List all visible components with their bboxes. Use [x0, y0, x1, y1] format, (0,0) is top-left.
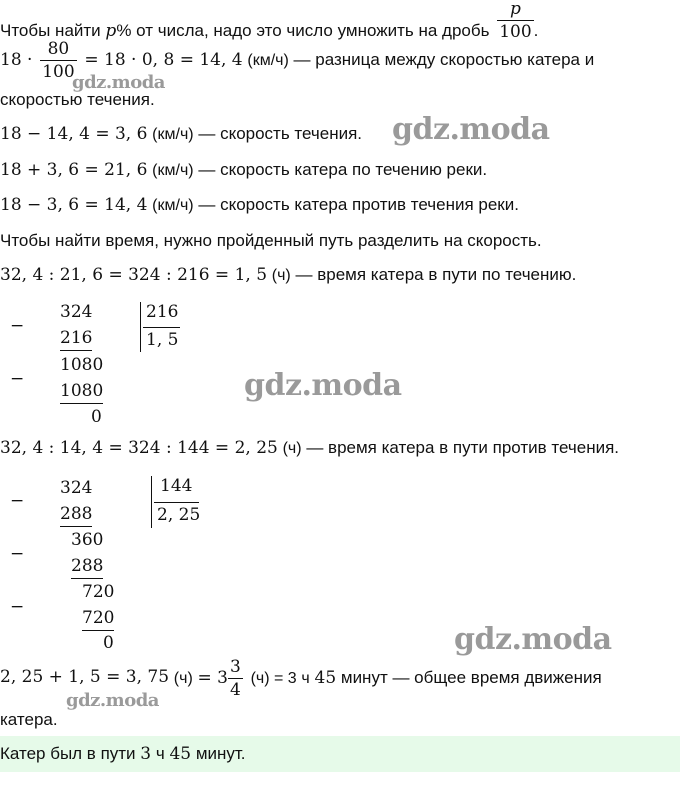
watermark-logo: gdz.moda [66, 690, 159, 711]
fraction-80-100: $\frac{80}{100}$ [42, 39, 75, 82]
fraction-p-100: $\frac{p}{100}$ [499, 0, 532, 42]
total-time-line-cont: катера. [0, 710, 58, 729]
current-speed-line: 18 − 14, 4 = 3, 6 (км/ч) — скорость течения. [0, 124, 363, 144]
watermark-logo: gdz.moda [72, 72, 165, 93]
downstream-speed-line: 18 + 3, 6 = 21, 6 (км/ч) — скорость катера по течению реки. [0, 160, 488, 180]
total-time-line: 2, 25 + 1, 5 = 3, 75 (ч) = 3 $\frac{3}{4}$ (ч) = 3 ч 45 минут — общее время движения [0, 657, 602, 700]
downstream-time-line: 32, 4 : 21, 6 = 324 : 216 = 1, 5 (ч) — время катера в пути по течению. [0, 265, 577, 285]
watermark-logo: gdz.moda [392, 112, 550, 147]
intro-line: Чтобы найти p% от числа, надо это число умножить на дробь $\frac{p}{100}$ . [0, 0, 539, 42]
upstream-time-line: 32, 4 : 14, 4 = 324 : 144 = 2, 25 (ч) — время катера в пути против течения. [0, 438, 620, 458]
upstream-speed-line: 18 − 3, 6 = 14, 4 (км/ч) — скорость катера против течения реки. [0, 195, 519, 215]
difference-line: 18 · $\frac{80}{100}$ = 18 · 0, 8 = 14, 4 (км/ч) — разница между скоростью катера и [0, 39, 595, 82]
fraction-3-4: $\frac{3}{4}$ [230, 657, 241, 700]
watermark-logo: gdz.moda [244, 368, 402, 403]
difference-line-cont: скоростью течения. [0, 90, 155, 109]
time-rule-line: Чтобы найти время, нужно пройденный путь разделить на скорость. [0, 231, 542, 250]
watermark-logo: gdz.moda [454, 622, 612, 657]
answer-box: Катер был в пути 3 ч 45 минут. [0, 736, 680, 772]
